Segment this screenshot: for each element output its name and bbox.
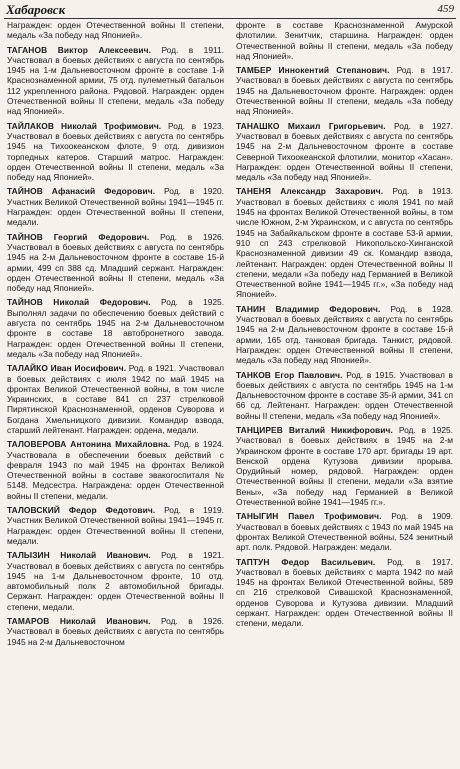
entry-text: Род. в 1928. Участвовал в боевых действиях с августа по сентябрь 1945 на 2-м Дальневосточном фронте в составе 15-й армии, 165 отд. танковая бригада. Танкист, рядовой. Награжден: орден Отечественной войны II степени, медаль «За победу над Японией». xyxy=(236,303,454,366)
entry-text: Род. в 1915. Участвовал в боевых действиях с августа по сентябрь 1945 на 1-м Дальневосточном фронте в составе 35-й армии, 341 сп 66 сд. Лейтенант. Награжден: орден Отечественной войны II степени, медаль «За победу над Японией». xyxy=(236,369,453,421)
biography-entry xyxy=(7,297,224,359)
biography-entry xyxy=(236,65,453,116)
entry-text: Род. в 1921. Участвовал в боевых действиях с августа по сентябрь 1945 на 1-м Дальневосточном фронте, 10 отд. автомобильный полк 2 автомобильной бригады. Сержант. Награжден: орден Отечественной войны II степени, медали. xyxy=(7,550,225,612)
entry-text: Род. в 1925. Выполнял задачи по обеспечению боевых действий с августа по сентябрь 1945 на 2-м Дальневосточном фронте в составе 18 автобронетного завода. Награжден: орден Отечественной войны II степени, медаль «За победу над Японией». xyxy=(7,297,225,359)
entry-name: ТАЛОВЕРОВА Антонина Михайловна. xyxy=(7,439,171,450)
entry-text: Род. в 1925. Участвовал в боевых действиях в 1945 на 2-м Украинском фронте в составе 170 арт. бригады 19 арт. Венской ордена Кутузова дивизии прорыва. Орудийный номер, рядовой. Награжден: орден Отечественной войны II степени, медали «За взятие Вены», «За победу над Германией в Великой Отечественной войне 1941—1945 гг.». xyxy=(236,424,453,508)
entry-name: ТАНЦИРЕВ Виталий Никифорович. xyxy=(236,424,393,435)
entry-text: фронте в составе Краснознаменной Амурской флотилии. Зенитчик, старшина. Награжден: орден Отечественной войны II степени, медаль «За победу над Японией». xyxy=(236,20,453,61)
entry-text: Род. в 1913. Участвовал в боевых действиях с июля 1941 по май 1945 на фронтах Великой Отечественной войны, в том числе Южном, 2-м Украинском, и с августа по сентябрь 1945 на Забайкальском фронте в составе 53-й армии, 910 сп 243 стрелковой Никопольско-Хинганской Краснознаменной дивизии 49 ск. Командир взвода, лейтенант. Награжден: орден Отечественной войны II степени, медали «За победу над Германией в Великой Отечественной войне 1941—1945 гг.», «За победу над Японией». xyxy=(236,186,454,300)
biography-entry xyxy=(7,550,224,612)
entry-name: ТАМАРОВ Николай Иванович. xyxy=(7,616,151,627)
entry-name: ТАНИН Владимир Федорович. xyxy=(236,303,381,314)
entry-text: Род. в 1926. Участвовал в боевых действиях с августа по сентябрь 1945 на 2-м Дальневосточном фронте в составе 15-й армии, 499 сп 388 сд. Младший сержант. Награжден: орден Отечественной войны II степени, медаль «За победу над Японией». xyxy=(7,231,225,294)
page-number: 459 xyxy=(437,3,454,15)
biography-entry xyxy=(236,370,453,421)
entry-name: ТАЛАЙКО Иван Иосифович. xyxy=(7,363,127,374)
biography-entry xyxy=(7,439,224,501)
right-column xyxy=(236,20,453,633)
entry-text: Род. в 1921. Участвовал в боевых действиях с июля 1942 по май 1945 на фронтах Великой Отечественной войны, в том числе Украинских, в составе 841 сп 237 стрелковой Пирятинской Краснознаменной, орденов Суворова и Богдана Хмельницкого дивизии. Командир взвода, старший лейтенант. Награжден: ордена, медали. xyxy=(7,363,224,435)
entry-text: Род. в 1924. Участвовала в обеспечении боевых действий с февраля 1943 по май 1945 на фронтах Великой Отечественной войны в составе эвакогоспиталя № 5148. Медсестра. Награждена: орден Отечественной войны II степени, медали. xyxy=(7,439,224,501)
entry-name: ТАЙНОВ Георгий Федорович. xyxy=(7,231,150,242)
entry-text: Род. в 1927. Участвовал в боевых действиях с августа по сентябрь 1945 на 2-м Дальневосточном фронте в составе Северной Тихоокеанской флотилии, монитор «Хасан». Награжден: орден Отечественной войны II степени, медаль «За победу над Японией». xyxy=(236,120,453,183)
entry-name: ТАЙНОВ Николай Федорович. xyxy=(7,297,151,308)
entry-name: ТАМБЕР Иннокентий Степанович. xyxy=(236,65,390,76)
entry-name: ТАНЕНЯ Александр Захарович. xyxy=(236,186,384,197)
biography-entry xyxy=(7,186,224,227)
biography-entry xyxy=(236,121,453,183)
entry-name: ТАЙНОВ Афанасий Федорович. xyxy=(7,186,156,197)
entry-name: ТАЛЫЗИН Николай Иванович. xyxy=(7,550,151,561)
entry-text: Род. в 1920. Участник Великой Отечественной войны 1941—1945 гг. Награжден: орден Отечественной войны II степени, медали. xyxy=(7,186,225,228)
biography-entry xyxy=(236,304,453,366)
entry-text: Род. в 1923. Участвовал в боевых действиях с августа по сентябрь 1945 на Тихоокеанском флоте, 9 отд. дивизион торпедных катеров. Старший матрос. Награжден: орден Отечественной войны II степени, медаль «За победу над Японией». xyxy=(7,120,224,183)
entry-text: Род. в 1917. Участвовал в боевых действиях с августа по сентябрь 1945 на Дальневосточном фронте. Награжден: орден Отечественной войны II степени, медаль «За победу над Японией». xyxy=(236,65,453,117)
entry-name: ТАНЫГИН Павел Трофимович. xyxy=(236,511,382,522)
entry-text: Род. в 1919. Участник Великой Отечественной войны 1941—1945 гг. Награжден: орден Отечественной войны II степени, медали. xyxy=(7,505,224,546)
entry-name: ТАЛОВСКИЙ Федор Федотович. xyxy=(7,505,156,516)
biography-entry xyxy=(236,425,453,507)
entry-name: ТАПТУН Федор Васильевич. xyxy=(236,556,376,567)
entry-text: Род. в 1926. Участвовал в боевых действиях с августа по сентябрь 1945 на 2-м Дальневосточном xyxy=(7,616,224,647)
biography-entry xyxy=(236,557,453,629)
biography-entry xyxy=(236,511,453,552)
biography-entry xyxy=(7,45,224,117)
entry-name: ТАЙЛАКОВ Николай Трофимович. xyxy=(7,120,162,131)
entry-name: ТАГАНОВ Виктор Алексеевич. xyxy=(7,44,152,55)
entry-text: Род. в 1917. Участвовал в боевых действиях с марта 1942 по май 1945 на фронтах Великой Отечественной войны, 589 сп 216 стрелковой Сивашской Краснознаменной, орденов Суворова и Кутузова дивизии. Младший сержант. Награжден: орден Отечественной войны II степени, медали. xyxy=(236,556,454,629)
biography-entry xyxy=(236,20,453,61)
running-header xyxy=(4,2,456,19)
left-column xyxy=(7,20,224,651)
header-city: Хабаровск xyxy=(6,2,66,17)
biography-entry xyxy=(236,186,453,299)
biography-entry xyxy=(7,616,224,647)
entry-name: ТАНАШКО Михаил Григорьевич. xyxy=(236,120,386,131)
biography-entry xyxy=(7,363,224,435)
entry-text: Род. в 1911. Участвовал в боевых действиях с августа по сентябрь 1945 на 1-м Дальневосточном фронте в составе 1-й Краснознаменной армии, 75 отд. пулеметный батальон 112 укрепленного района. Рядовой. Награжден: орден Отечественной войны II степени, медаль «За победу над Японией». xyxy=(7,44,225,117)
biography-entry xyxy=(7,232,224,294)
entry-text: Награжден: орден Отечественной войны II степени, медаль «За победу над Японией». xyxy=(7,20,224,41)
biography-entry xyxy=(7,121,224,183)
biography-entry xyxy=(7,20,224,41)
entry-text: Род. в 1909. Участвовал в боевых действиях с 1943 по май 1945 на фронтах Великой Отечественной войны, 524 зенитный арт. полк. Рядовой. Награжден: медали. xyxy=(236,511,453,553)
biography-entry xyxy=(7,505,224,546)
entry-name: ТАНКОВ Егор Павлович. xyxy=(236,369,343,380)
